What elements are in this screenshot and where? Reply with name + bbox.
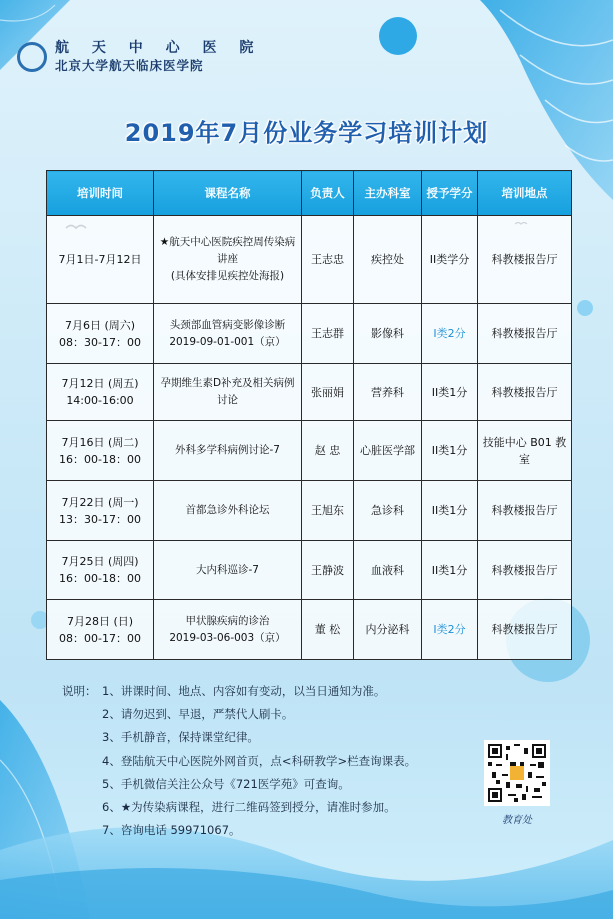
cell-place: 科教楼报告厅 [478,541,572,600]
cell-time: 7月28日 (日) 08：00-17：00 [47,600,154,660]
column-header: 培训时间 [47,171,154,216]
hospital-name: 航 天 中 心 医 院 [55,40,263,56]
cell-place: 科教楼报告厅 [478,304,572,364]
column-header: 培训地点 [478,171,572,216]
qr-code-icon[interactable] [484,740,550,806]
decor-circle [379,17,417,55]
hospital-logo-icon [17,42,47,72]
note-item: 3、手机静音，保持课堂纪律。 [102,730,259,745]
cell-credit: II类1分 [422,481,478,541]
cell-credit: II类1分 [422,541,478,600]
note-item: 6、★为传染病课程，进行二维码签到授分，请准时参加。 [102,799,396,814]
cell-credit: II类1分 [422,364,478,421]
note-item: 2、请勿迟到、早退，严禁代人刷卡。 [102,707,294,722]
table-header-row [47,171,572,216]
cell-place: 科教楼报告厅 [478,364,572,421]
cell-course: 首都急诊外科论坛 [154,481,302,541]
cell-dept: 疾控处 [354,216,422,304]
cell-course: 大内科巡诊-7 [154,541,302,600]
training-schedule-table [46,170,572,660]
cell-place: 科教楼报告厅 [478,481,572,541]
hospital-header [55,40,262,74]
cell-course: 甲状腺疾病的诊治 2019-03-06-003（京） [154,600,302,660]
cell-dept: 急诊科 [354,481,422,541]
cell-lead: 王志忠 [302,216,354,304]
cell-time: 7月12日 (周五) 14:00-16:00 [47,364,154,421]
cell-time: 7月6日 (周六) 08：30-17：00 [47,304,154,364]
cell-place: 科教楼报告厅 [478,216,572,304]
column-header: 课程名称 [154,171,302,216]
cell-dept: 影像科 [354,304,422,364]
table-row [47,216,572,304]
cell-dept: 心脏医学部 [354,421,422,481]
cell-place: 技能中心 B01 教室 [478,421,572,481]
cell-course: 外科多学科病例讨论-7 [154,421,302,481]
cell-credit: II类1分 [422,421,478,481]
table-row [47,481,572,541]
cell-credit: I类2分 [422,304,478,364]
table-row [47,364,572,421]
cell-lead: 王旭东 [302,481,354,541]
cell-course: ★航天中心医院疾控周传染病讲座 (具体安排见疾控处海报) [154,216,302,304]
table-row [47,541,572,600]
cell-place: 科教楼报告厅 [478,600,572,660]
cell-time: 7月25日 (周四) 16：00-18：00 [47,541,154,600]
cell-lead: 董 松 [302,600,354,660]
cell-credit: II类学分 [422,216,478,304]
note-item: 1、讲课时间、地点、内容如有变动，以当日通知为准。 [102,684,386,698]
column-header: 负责人 [302,171,354,216]
cell-lead: 王志群 [302,304,354,364]
cell-course: 头颈部血管病变影像诊断 2019-09-01-001（京） [154,304,302,364]
cell-course: 孕期维生素D补充及相关病例讨论 [154,364,302,421]
cell-dept: 营养科 [354,364,422,421]
table-row [47,304,572,364]
cell-dept: 血液科 [354,541,422,600]
notes-label: 说明： [62,684,97,698]
cell-lead: 王静波 [302,541,354,600]
column-header: 授予学分 [422,171,478,216]
cell-dept: 内分泌科 [354,600,422,660]
cell-credit: I类2分 [422,600,478,660]
cell-time: 7月22日 (周一) 13：30-17：00 [47,481,154,541]
note-item: 4、登陆航天中心医院外网首页，点<科研教学>栏查询课表。 [102,753,417,768]
cell-time: 7月16日 (周二) 16：00-18：00 [47,421,154,481]
note-item: 5、手机微信关注公众号《721医学苑》可查询。 [102,776,350,791]
table-row [47,600,572,660]
qr-caption: 教育处 [502,815,532,826]
hospital-subname: 北京大学航天临床医学院 [55,58,204,73]
note-item: 7、咨询电话 59971067。 [102,823,241,838]
column-header: 主办科室 [354,171,422,216]
cell-time: 7月1日-7月12日 [47,216,154,304]
table-row [47,421,572,481]
cell-lead: 张丽娟 [302,364,354,421]
page-title: 2019年7月份业务学习培训计划 [124,119,489,147]
cell-lead: 赵 忠 [302,421,354,481]
